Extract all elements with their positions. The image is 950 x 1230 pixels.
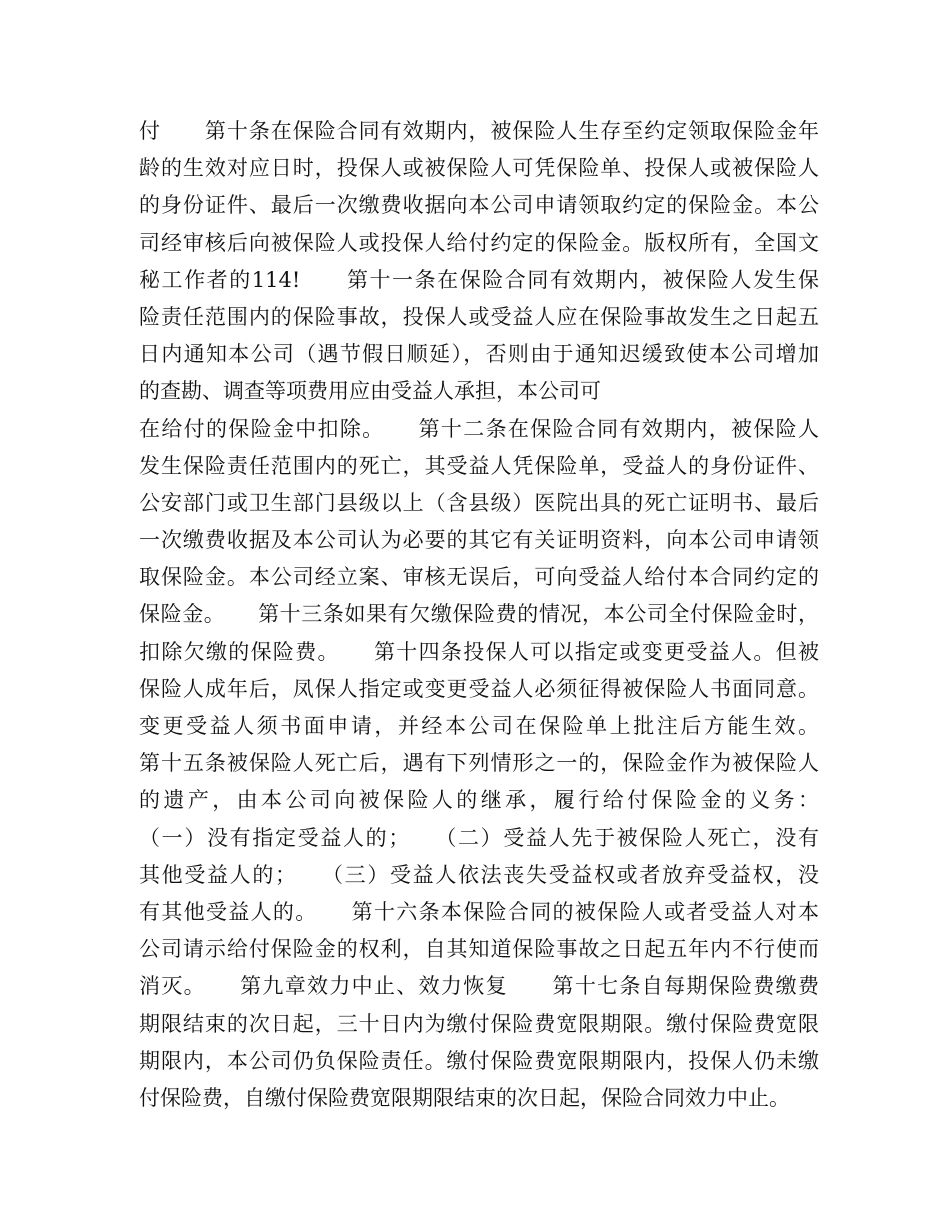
text-line: 取保险金。本公司经立案、审核无误后，可向受益人给付本合同约定的 — [139, 565, 819, 590]
text-line: 保险人成年后，凤保人指定或变更受益人必须征得被保险人书面同意。 — [139, 676, 819, 701]
text-line: 险责任范围内的保险事故，投保人或受益人应在保险事故发生之日起五 — [139, 304, 819, 329]
text-line: 扣除欠缴的保险费。 第十四条投保人可以指定或变更受益人。但被 — [139, 639, 819, 664]
text-line: 的身份证件、最后一次缴费收据向本公司申请领取约定的保险金。本公 — [139, 193, 819, 218]
text-line: 付保险费，自缴付保险费宽限期限结束的次日起，保险合同效力中止。 — [139, 1085, 790, 1110]
text-line: 日内通知本公司（遇节假日顺延），否则由于通知迟缓致使本公司增加 — [139, 342, 819, 367]
text-line: （一）没有指定受益人的； （二）受益人先于被保险人死亡，没有 — [139, 825, 819, 850]
text-line: 第十五条被保险人死亡后，遇有下列情形之一的，保险金作为被保险人 — [139, 751, 819, 776]
text-line: 的查勘、调查等项费用应由受益人承担，本公司可 — [139, 379, 601, 404]
text-line: 有其他受益人的。 第十六条本保险合同的被保险人或者受益人对本 — [139, 899, 819, 924]
text-line: 公安部门或卫生部门县级以上（含县级）医院出具的死亡证明书、最后 — [139, 490, 819, 515]
text-line: 期限内，本公司仍负保险责任。缴付保险费宽限期限内，投保人仍未缴 — [139, 1048, 819, 1073]
text-line: 的遗产，由本公司向被保险人的继承，履行给付保险金的义务： — [139, 788, 819, 813]
text-line: 一次缴费收据及本公司认为必要的其它有关证明资料，向本公司申请领 — [139, 528, 819, 553]
text-line: 司经审核后向被保险人或投保人给付约定的保险金。版权所有，全国文 — [139, 230, 819, 255]
text-line: 在给付的保险金中扣除。 第十二条在保险合同有效期内，被保险人 — [139, 416, 819, 441]
text-line: 其他受益人的； （三）受益人依法丧失受益权或者放弃受益权，没 — [139, 862, 819, 887]
text-line: 保险金。 第十三条如果有欠缴保险费的情况，本公司全付保险金时， — [139, 602, 819, 627]
text-line: 期限结束的次日起，三十日内为缴付保险费宽限期限。缴付保险费宽限 — [139, 1011, 819, 1036]
contract-text-block — [139, 113, 819, 1117]
text-line: 公司请示给付保险金的权利，自其知道保险事故之日起五年内不行使而 — [139, 937, 819, 962]
text-line: 秘工作者的114! 第十一条在保险合同有效期内，被保险人发生保 — [139, 267, 819, 292]
text-line: 变更受益人须书面申请，并经本公司在保险单上批注后方能生效。 — [139, 714, 819, 738]
text-line: 发生保险责任范围内的死亡，其受益人凭保险单，受益人的身份证件、 — [139, 453, 819, 478]
text-line: 付 第十条在保险合同有效期内，被保险人生存至约定领取保险金年 — [139, 119, 819, 143]
text-line: 消灭。 第九章效力中止、效力恢复 第十七条自每期保险费缴费 — [139, 974, 819, 999]
text-line: 龄的生效对应日时，投保人或被保险人可凭保险单、投保人或被保险人 — [139, 156, 819, 181]
